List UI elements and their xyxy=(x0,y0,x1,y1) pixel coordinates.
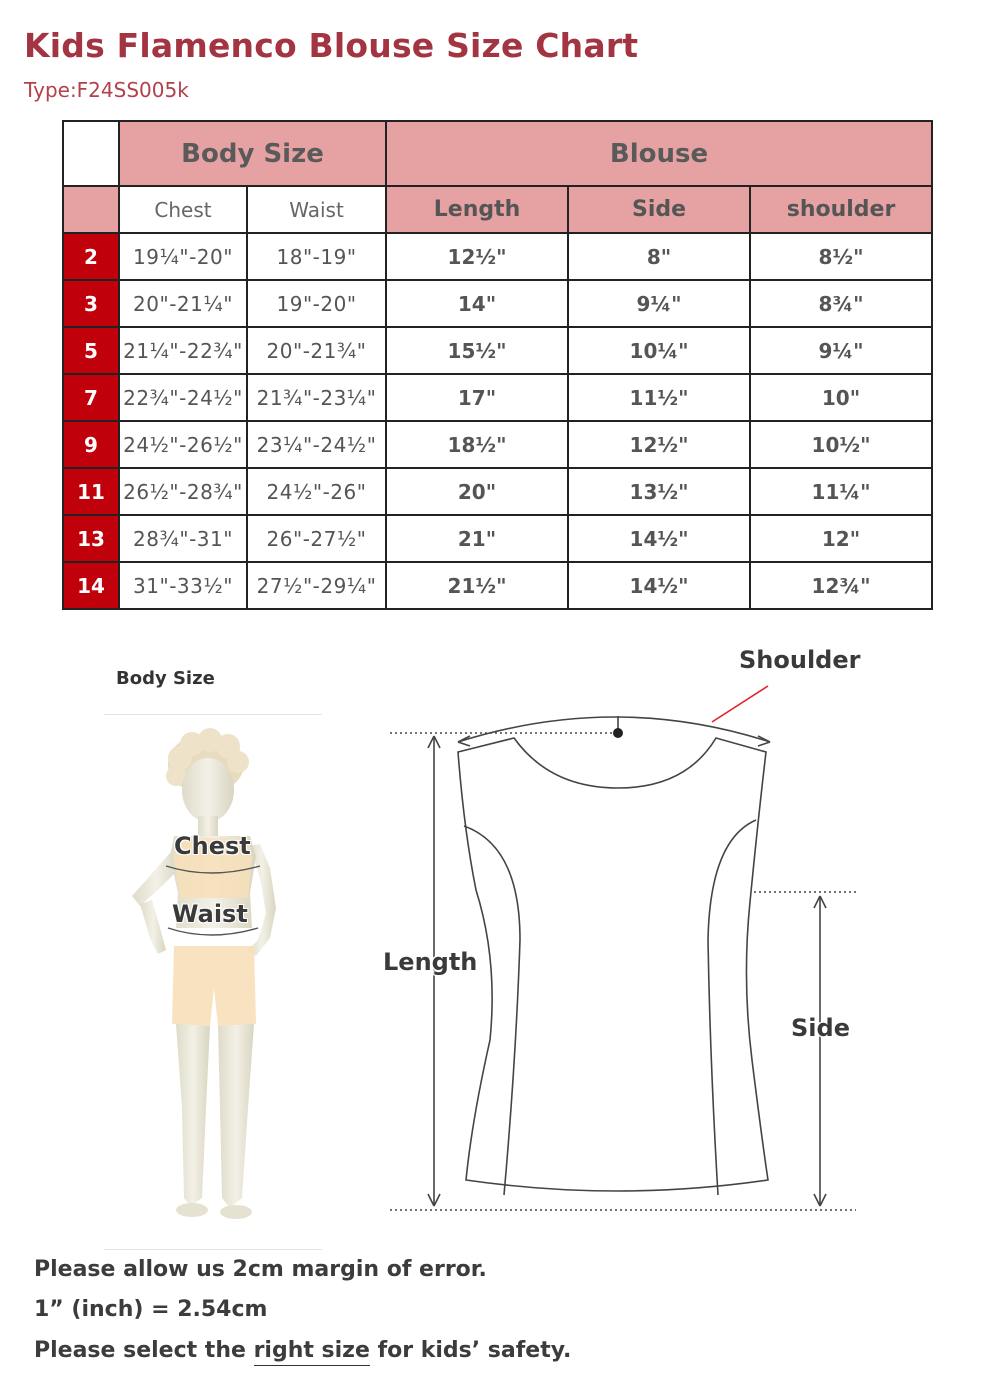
body-size-group-header: Body Size xyxy=(119,121,386,186)
length-label: Length xyxy=(383,948,478,976)
shoulder-cell: 8½" xyxy=(750,233,932,280)
divider xyxy=(104,1249,322,1250)
waist-column-header: Waist xyxy=(247,186,386,233)
chest-label: Chest xyxy=(174,832,251,860)
size-cell: 13 xyxy=(63,515,119,562)
shoulder-cell: 8¾" xyxy=(750,280,932,327)
side-cell: 12½" xyxy=(568,421,750,468)
size-cell: 3 xyxy=(63,280,119,327)
length-cell: 14" xyxy=(386,280,568,327)
side-cell: 8" xyxy=(568,233,750,280)
side-label: Side xyxy=(791,1014,850,1042)
body-size-section-label: Body Size xyxy=(116,668,215,689)
table-row xyxy=(63,468,932,515)
chest-cell: 20"-21¼" xyxy=(119,280,247,327)
chest-column-header: Chest xyxy=(119,186,247,233)
waist-label: Waist xyxy=(172,900,248,928)
chest-cell: 24½"-26½" xyxy=(119,421,247,468)
table-row xyxy=(63,374,932,421)
safety-note-text-end: for kids’ safety. xyxy=(369,1338,572,1363)
chest-cell: 21¼"-22¾" xyxy=(119,327,247,374)
page-title: Kids Flamenco Blouse Size Chart xyxy=(24,26,639,65)
blouse-group-header: Blouse xyxy=(386,121,932,186)
size-cell: 2 xyxy=(63,233,119,280)
shoulder-column-header: shoulder xyxy=(750,186,932,233)
shoulder-cell: 12" xyxy=(750,515,932,562)
waist-cell: 24½"-26" xyxy=(247,468,386,515)
table-row xyxy=(63,421,932,468)
length-cell: 18½" xyxy=(386,421,568,468)
length-column-header: Length xyxy=(386,186,568,233)
table-row xyxy=(63,562,932,609)
table-group-header-row xyxy=(63,121,932,186)
side-cell: 14½" xyxy=(568,562,750,609)
waist-cell: 20"-21¾" xyxy=(247,327,386,374)
shoulder-label: Shoulder xyxy=(739,646,861,674)
side-column-header: Side xyxy=(568,186,750,233)
chest-cell: 26½"-28¾" xyxy=(119,468,247,515)
margin-of-error-note: Please allow us 2cm margin of error. xyxy=(34,1257,487,1282)
chest-cell: 28¾"-31" xyxy=(119,515,247,562)
shoulder-cell: 10" xyxy=(750,374,932,421)
safety-note xyxy=(34,1338,571,1363)
product-type: Type:F24SS005k xyxy=(24,78,189,102)
size-cell: 9 xyxy=(63,421,119,468)
side-cell: 10¼" xyxy=(568,327,750,374)
length-cell: 21½" xyxy=(386,562,568,609)
safety-note-text-start: Please select the xyxy=(34,1338,254,1363)
waist-cell: 19"-20" xyxy=(247,280,386,327)
chest-cell: 22¾"-24½" xyxy=(119,374,247,421)
size-cell: 14 xyxy=(63,562,119,609)
blouse-measurement-diagram xyxy=(380,640,880,1230)
length-cell: 17" xyxy=(386,374,568,421)
right-size-emphasis: right size xyxy=(254,1338,370,1366)
table-row xyxy=(63,280,932,327)
chest-cell: 31"-33½" xyxy=(119,562,247,609)
waist-cell: 23¼"-24½" xyxy=(247,421,386,468)
shoulder-cell: 11¼" xyxy=(750,468,932,515)
waist-cell: 26"-27½" xyxy=(247,515,386,562)
waist-cell: 18"-19" xyxy=(247,233,386,280)
chest-cell: 19¼"-20" xyxy=(119,233,247,280)
side-cell: 11½" xyxy=(568,374,750,421)
table-row xyxy=(63,233,932,280)
inch-conversion-note: 1” (inch) = 2.54cm xyxy=(34,1297,268,1322)
size-cell: 11 xyxy=(63,468,119,515)
waist-cell: 21¾"-23¼" xyxy=(247,374,386,421)
side-cell: 9¼" xyxy=(568,280,750,327)
shoulder-cell: 10½" xyxy=(750,421,932,468)
size-column-header xyxy=(63,186,119,233)
size-cell: 5 xyxy=(63,327,119,374)
shoulder-cell: 9¼" xyxy=(750,327,932,374)
corner-cell xyxy=(63,121,119,186)
length-cell: 21" xyxy=(386,515,568,562)
length-cell: 20" xyxy=(386,468,568,515)
shoulder-cell: 12¾" xyxy=(750,562,932,609)
length-cell: 15½" xyxy=(386,327,568,374)
table-row xyxy=(63,327,932,374)
table-row xyxy=(63,515,932,562)
divider xyxy=(104,714,322,715)
mannequin-illustration xyxy=(110,728,320,1238)
length-cell: 12½" xyxy=(386,233,568,280)
side-cell: 14½" xyxy=(568,515,750,562)
table-column-header-row xyxy=(63,186,932,233)
size-chart-table xyxy=(62,120,933,610)
waist-cell: 27½"-29¼" xyxy=(247,562,386,609)
side-cell: 13½" xyxy=(568,468,750,515)
size-cell: 7 xyxy=(63,374,119,421)
